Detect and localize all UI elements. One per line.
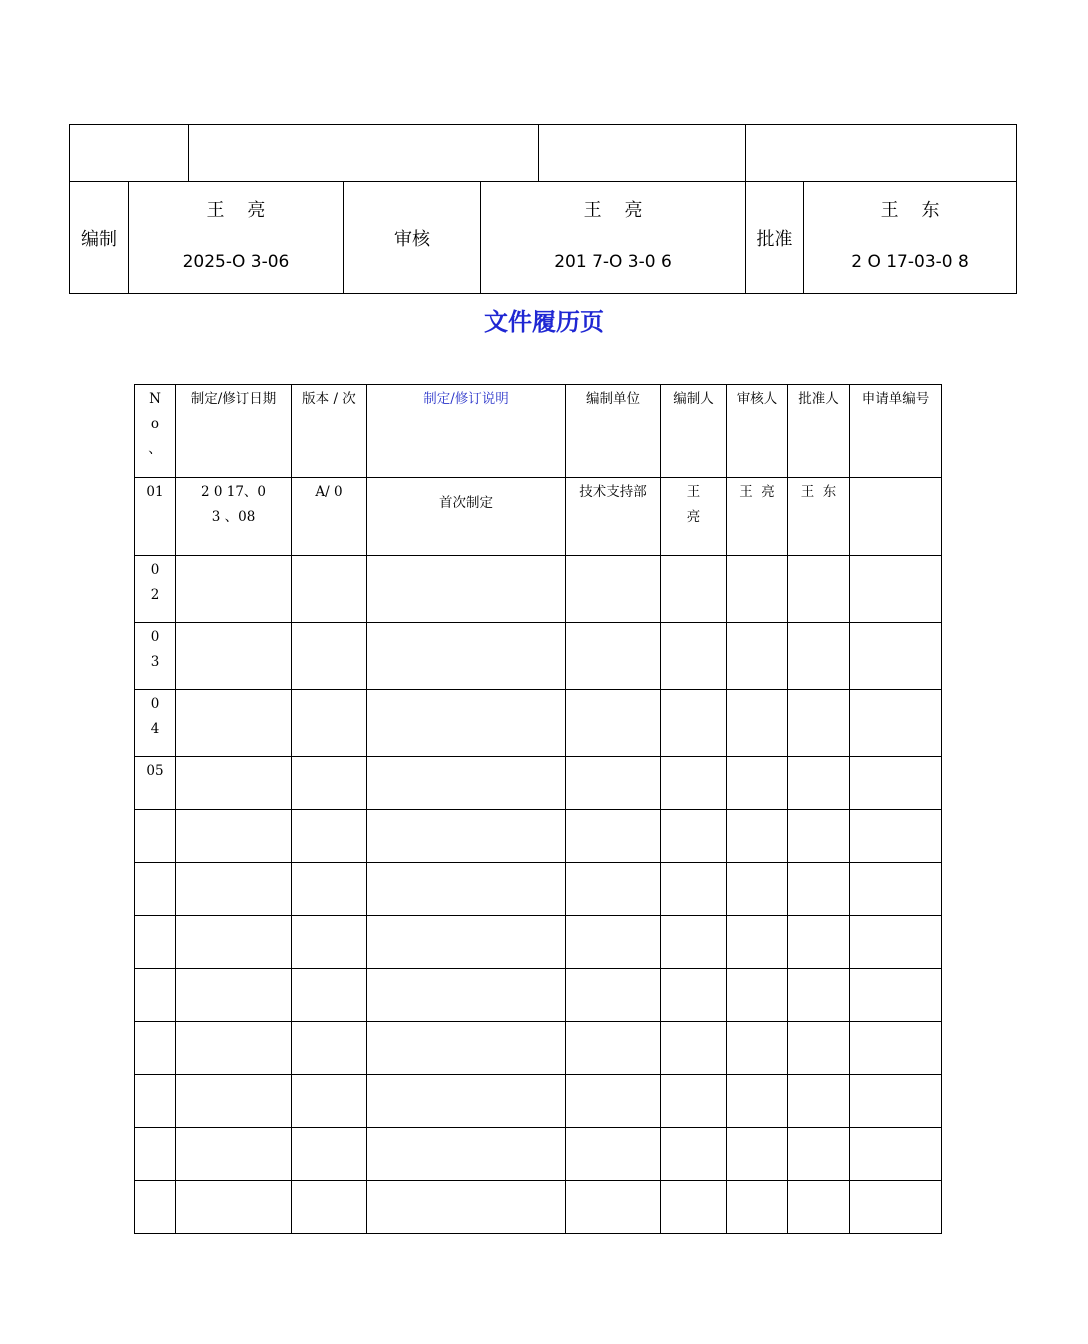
- row-cell: [566, 969, 661, 1022]
- row-cell: [661, 916, 727, 969]
- compile-date: 2025-О 3-06: [182, 252, 290, 272]
- row-cell: [176, 1075, 292, 1128]
- row-cell: [727, 690, 788, 757]
- row-cell: [566, 916, 661, 969]
- history-table: [134, 384, 942, 1234]
- row-approver: 王 东: [788, 478, 850, 556]
- table-row: [135, 478, 942, 556]
- approval-table: [69, 124, 1017, 294]
- row-request: [850, 478, 942, 556]
- row-cell: [727, 916, 788, 969]
- row-cell: [850, 757, 942, 810]
- row-cell: [176, 1022, 292, 1075]
- approval-blank-row: [70, 125, 1017, 182]
- row-cell: [727, 969, 788, 1022]
- row-author: 王 亮: [661, 478, 727, 556]
- approve-date: 2 О 17-03-0 8: [851, 252, 969, 272]
- row-cell: [727, 1128, 788, 1181]
- compile-cell: [129, 182, 344, 294]
- row-cell: [367, 757, 566, 810]
- row-cell: [176, 916, 292, 969]
- table-row: [135, 810, 942, 863]
- header-approver: 批准人: [788, 385, 850, 478]
- row-cell: [661, 623, 727, 690]
- row-cell: [788, 969, 850, 1022]
- table-row: [135, 916, 942, 969]
- row-cell: [788, 1022, 850, 1075]
- table-row: [135, 1181, 942, 1234]
- row-cell: [367, 1181, 566, 1234]
- row-cell: [788, 690, 850, 757]
- row-cell: [566, 556, 661, 623]
- row-cell: [727, 757, 788, 810]
- row-cell: [788, 916, 850, 969]
- approve-cell: [804, 182, 1017, 294]
- row-cell: [176, 757, 292, 810]
- row-cell: [367, 1128, 566, 1181]
- row-cell: [566, 690, 661, 757]
- row-cell: [727, 556, 788, 623]
- approval-sign-row: [70, 182, 1017, 294]
- page-title: 文件履历页: [484, 308, 604, 336]
- row-cell: [661, 757, 727, 810]
- row-cell: [176, 1181, 292, 1234]
- row-unit: 技术支持部: [566, 478, 661, 556]
- row-cell: [850, 1075, 942, 1128]
- blank-cell: [189, 125, 539, 182]
- approve-name: 王 东: [880, 200, 940, 221]
- row-cell: [788, 863, 850, 916]
- row-cell: [566, 1128, 661, 1181]
- table-row: [135, 1128, 942, 1181]
- table-row: [135, 623, 942, 690]
- history-header-row: [135, 385, 942, 478]
- row-cell: [850, 690, 942, 757]
- row-cell: [367, 863, 566, 916]
- review-cell: [481, 182, 746, 294]
- row-reviewer: 王 亮: [727, 478, 788, 556]
- row-cell: [367, 623, 566, 690]
- row-cell: [788, 623, 850, 690]
- row-cell: [661, 1022, 727, 1075]
- row-cell: [566, 1075, 661, 1128]
- row-cell: [135, 1181, 176, 1234]
- row-no: 0 2: [135, 556, 176, 623]
- header-no: N o 、: [135, 385, 176, 478]
- row-no: 0 3: [135, 623, 176, 690]
- row-cell: [566, 810, 661, 863]
- row-cell: [727, 1075, 788, 1128]
- table-row: [135, 757, 942, 810]
- row-cell: [292, 863, 367, 916]
- row-cell: [850, 1181, 942, 1234]
- blank-cell: [539, 125, 746, 182]
- row-cell: [788, 1181, 850, 1234]
- row-cell: [367, 1075, 566, 1128]
- row-cell: [367, 810, 566, 863]
- row-cell: [135, 969, 176, 1022]
- row-cell: [850, 623, 942, 690]
- row-cell: [727, 623, 788, 690]
- row-cell: [727, 1022, 788, 1075]
- header-version: 版本 / 次: [292, 385, 367, 478]
- row-cell: [292, 810, 367, 863]
- row-cell: [850, 1128, 942, 1181]
- row-cell: [135, 863, 176, 916]
- blank-cell: [70, 125, 189, 182]
- row-cell: [367, 556, 566, 623]
- row-cell: [850, 863, 942, 916]
- row-cell: [292, 690, 367, 757]
- compile-label: 编制: [70, 182, 129, 294]
- table-row: [135, 690, 942, 757]
- row-cell: [367, 1022, 566, 1075]
- row-cell: [566, 863, 661, 916]
- row-cell: [727, 863, 788, 916]
- row-cell: [566, 1181, 661, 1234]
- header-date: 制定/修订日期: [176, 385, 292, 478]
- row-date: 2 0 17、0 3 、08: [176, 478, 292, 556]
- table-row: [135, 556, 942, 623]
- row-cell: [176, 863, 292, 916]
- row-cell: [566, 757, 661, 810]
- header-reviewer: 审核人: [727, 385, 788, 478]
- review-label: 审核: [344, 182, 481, 294]
- row-cell: [176, 969, 292, 1022]
- row-cell: [661, 1181, 727, 1234]
- row-cell: [367, 690, 566, 757]
- row-cell: [850, 556, 942, 623]
- row-cell: [661, 810, 727, 863]
- row-cell: [135, 810, 176, 863]
- row-cell: [292, 1128, 367, 1181]
- row-cell: [292, 556, 367, 623]
- row-cell: [788, 1128, 850, 1181]
- header-request: 申请单编号: [850, 385, 942, 478]
- approve-label: 批准: [746, 182, 804, 294]
- row-no: 05: [135, 757, 176, 810]
- header-author: 编制人: [661, 385, 727, 478]
- table-row: [135, 863, 942, 916]
- table-row: [135, 1075, 942, 1128]
- row-cell: [176, 556, 292, 623]
- review-name: 王 亮: [583, 200, 643, 221]
- row-cell: [788, 1075, 850, 1128]
- row-cell: [727, 1181, 788, 1234]
- row-cell: [292, 1075, 367, 1128]
- row-cell: [850, 810, 942, 863]
- row-cell: [135, 1128, 176, 1181]
- row-cell: [135, 916, 176, 969]
- row-cell: [135, 1075, 176, 1128]
- row-cell: [176, 623, 292, 690]
- row-desc: 首次制定: [367, 478, 566, 556]
- row-cell: [661, 690, 727, 757]
- row-cell: [292, 916, 367, 969]
- review-date: 201 7-О 3-0 6: [554, 252, 672, 272]
- row-cell: [850, 1022, 942, 1075]
- row-cell: [292, 1181, 367, 1234]
- row-cell: [176, 810, 292, 863]
- row-cell: [788, 757, 850, 810]
- row-cell: [661, 1075, 727, 1128]
- row-cell: [176, 690, 292, 757]
- row-cell: [661, 969, 727, 1022]
- row-cell: [135, 1022, 176, 1075]
- row-no: 0 4: [135, 690, 176, 757]
- row-cell: [661, 863, 727, 916]
- row-cell: [367, 916, 566, 969]
- row-cell: [566, 1022, 661, 1075]
- row-cell: [566, 623, 661, 690]
- row-cell: [788, 810, 850, 863]
- header-unit: 编制单位: [566, 385, 661, 478]
- row-cell: [661, 1128, 727, 1181]
- row-cell: [292, 969, 367, 1022]
- row-cell: [292, 757, 367, 810]
- row-cell: [367, 969, 566, 1022]
- table-row: [135, 969, 942, 1022]
- header-desc: 制定/修订说明: [367, 385, 566, 478]
- row-cell: [788, 556, 850, 623]
- row-cell: [292, 623, 367, 690]
- row-cell: [176, 1128, 292, 1181]
- row-cell: [850, 916, 942, 969]
- row-cell: [850, 969, 942, 1022]
- row-cell: [661, 556, 727, 623]
- compile-name: 王 亮: [206, 200, 266, 221]
- row-cell: [292, 1022, 367, 1075]
- row-version: A/ 0: [292, 478, 367, 556]
- row-no: 01: [135, 478, 176, 556]
- blank-cell: [746, 125, 1017, 182]
- table-row: [135, 1022, 942, 1075]
- row-cell: [727, 810, 788, 863]
